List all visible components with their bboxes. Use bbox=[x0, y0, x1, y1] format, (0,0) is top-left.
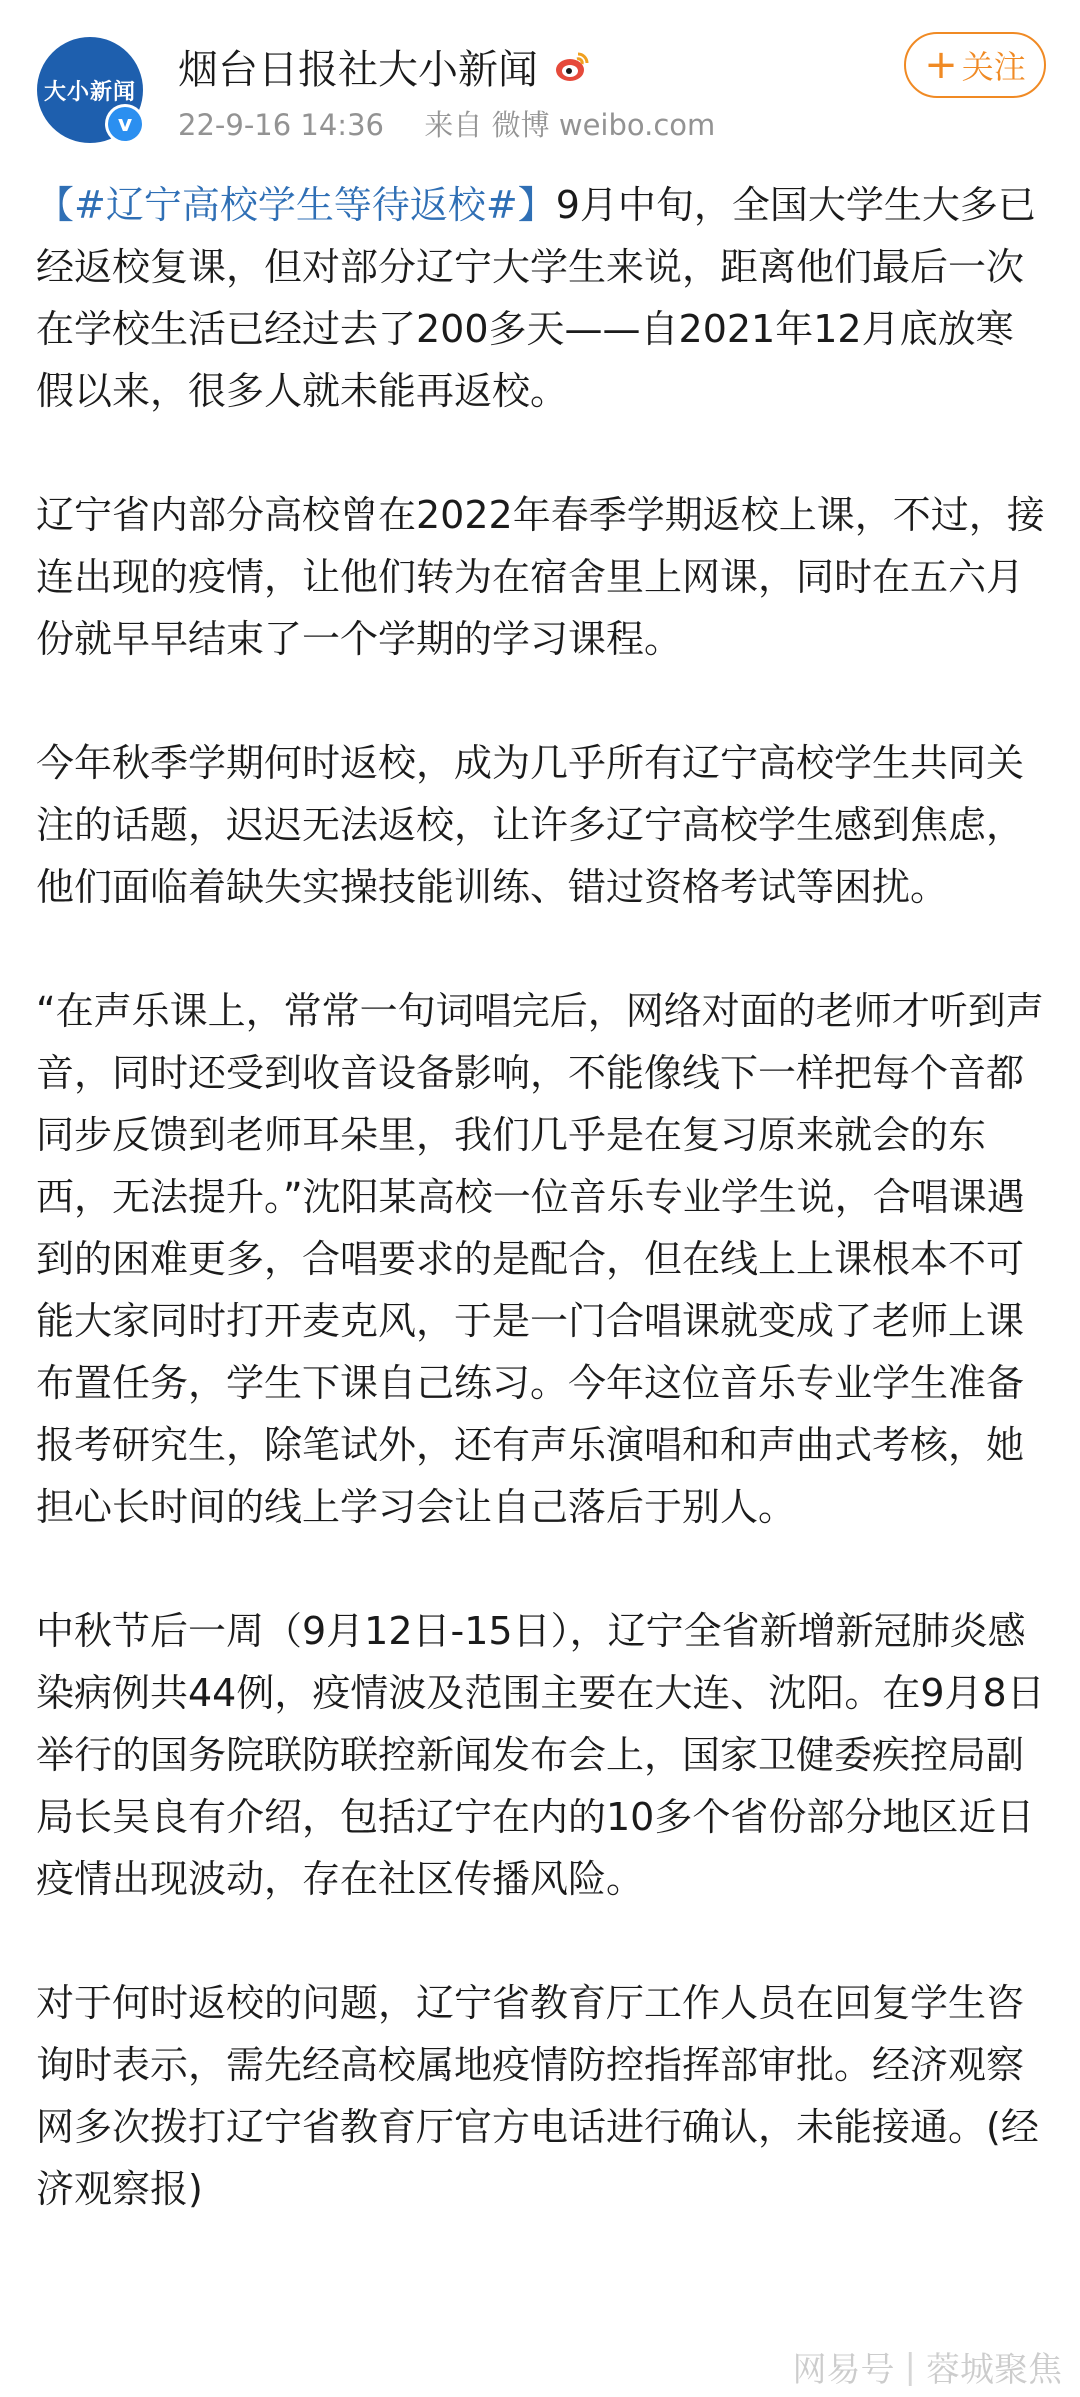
account-name[interactable]: 烟台日报社大小新闻 bbox=[178, 47, 538, 93]
account-name-row[interactable] bbox=[178, 38, 590, 95]
watermark-separator: | bbox=[904, 2346, 916, 2387]
weibo-icon bbox=[552, 48, 590, 86]
plus-icon: + bbox=[924, 42, 958, 88]
post-paragraph: 对于何时返校的问题，辽宁省教育厅工作人员在回复学生咨询时表示，需先经高校属地疫情防控指挥部审批。经济观察网多次拨打辽宁省教育厅官方电话进行确认，未能接通。(经济观察报) bbox=[36, 1981, 1039, 2211]
post-paragraph: 今年秋季学期何时返校，成为几乎所有辽宁高校学生共同关注的话题，迟迟无法返校，让许多辽宁高校学生感到焦虑，他们面临着缺失实操技能训练、错过资格考试等困扰。 bbox=[36, 741, 1025, 909]
post-meta bbox=[178, 103, 715, 144]
follow-label: 关注 bbox=[961, 48, 1026, 86]
post-source: 来自 微博 weibo.com bbox=[424, 108, 716, 142]
follow-button[interactable] bbox=[904, 32, 1046, 98]
post-paragraph bbox=[36, 174, 1048, 422]
post-timestamp: 22-9-16 14:36 bbox=[178, 108, 384, 142]
watermark-author: 蓉城聚焦 bbox=[926, 2350, 1062, 2390]
watermark-platform: 网易号 bbox=[792, 2350, 895, 2390]
verified-badge-icon: v bbox=[105, 104, 145, 144]
watermark bbox=[793, 2342, 1062, 2391]
post-header bbox=[0, 0, 1080, 165]
paragraph-text: 9月中旬，全国大学生大多已经返校复课，但对部分辽宁大学生来说，距离他们最后一次在学校生活已经过去了200多天——自2021年12月底放寒假以来，很多人就未能再返校。 bbox=[36, 183, 1036, 413]
post-paragraph: “在声乐课上，常常一句词唱完后，网络对面的老师才听到声音，同时还受到收音设备影响，不能像线下一样把每个音都同步反馈到老师耳朵里，我们几乎是在复习原来就会的东西，无法提升。”沈阳某高校一位音乐专业学生说，合唱课遇到的困难更多，合唱要求的是配合，但在线上上课根本不可能大家同时打开麦克风，于是一门合唱课就变成了老师上课布置任务，学生下课自己练习。今年这位音乐专业学生准备报考研究生，除笔试外，还有声乐演唱和和声曲式考核，她担心长时间的线上学习会让自己落后于别人。 bbox=[36, 989, 1044, 1529]
post-paragraph: 辽宁省内部分高校曾在2022年春季学期返校上课，不过，接连出现的疫情，让他们转为在宿舍里上网课，同时在五六月份就早早结束了一个学期的学习课程。 bbox=[36, 493, 1045, 661]
avatar-text: 大小新闻 bbox=[43, 79, 136, 105]
post-content bbox=[36, 174, 1048, 2220]
hashtag-link[interactable]: 【#辽宁高校学生等待返校#】 bbox=[36, 183, 556, 227]
post-paragraph: 中秋节后一周（9月12日-15日），辽宁全省新增新冠肺炎感染病例共44例，疫情波及范围主要在大连、沈阳。在9月8日举行的国务院联防联控新闻发布会上，国家卫健委疾控局副局长吴良有介绍，包括辽宁在内的10多个省份部分地区近日疫情出现波动，存在社区传播风险。 bbox=[36, 1609, 1045, 1901]
